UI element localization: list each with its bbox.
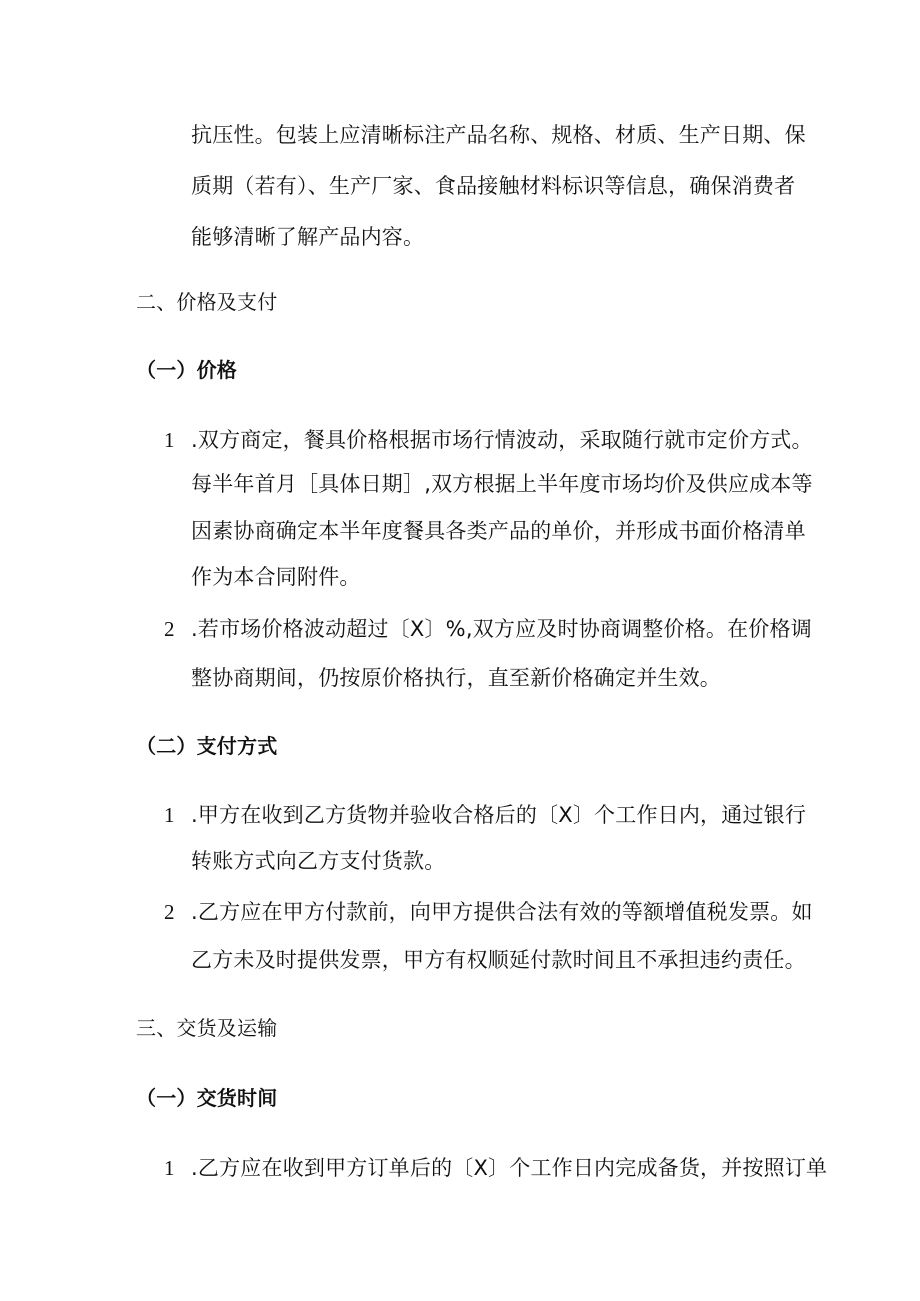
list-item-line: .若市场价格波动超过〔X〕%,双方应及时协商调整价格。在价格调 [191, 617, 812, 641]
section-heading: 三、交货及运输 [136, 1016, 278, 1040]
subsection-heading: （一）交货时间 [136, 1086, 278, 1110]
item-number: 1 [164, 428, 175, 452]
item-number: 1 [164, 803, 175, 827]
list-item-line: .乙方应在甲方付款前，向甲方提供合法有效的等额增值税发票。如 [191, 900, 813, 924]
section-heading: 二、价格及支付 [136, 290, 278, 314]
list-item-line: .双方商定，餐具价格根据市场行情波动，采取随行就市定价方式。 [191, 428, 813, 452]
item-number: 2 [164, 617, 175, 641]
subsection-heading: （一）价格 [136, 358, 237, 382]
list-item-line: 因素协商确定本半年度餐具各类产品的单价，并形成书面价格清单 [191, 519, 806, 543]
list-item-line: .乙方应在收到甲方订单后的〔X〕个工作日内完成备货，并按照订单 [191, 1156, 828, 1180]
subsection-heading: （二）支付方式 [136, 734, 278, 758]
list-item-line: 每半年首月［具体日期］,双方根据上半年度市场均价及供应成本等 [191, 472, 813, 496]
list-item-line: .甲方在收到乙方货物并验收合格后的〔X〕个工作日内，通过银行 [191, 803, 807, 827]
item-number: 2 [164, 900, 175, 924]
paragraph-line: 抗压性。包装上应清晰标注产品名称、规格、材质、生产日期、保 [191, 123, 806, 147]
list-item-line: 作为本合同附件。 [191, 565, 361, 589]
list-item-line: 转账方式向乙方支付货款。 [191, 849, 446, 873]
list-item-line: 整协商期间，仍按原价格执行，直至新价格确定并生效。 [191, 666, 721, 690]
item-number: 1 [164, 1156, 175, 1180]
list-item-line: 乙方未及时提供发票，甲方有权顺延付款时间且不承担违约责任。 [191, 948, 806, 972]
paragraph-line: 质期（若有）、生产厂家、食品接触材料标识等信息，确保消费者 [191, 174, 796, 198]
paragraph-line: 能够清晰了解产品内容。 [191, 225, 425, 249]
